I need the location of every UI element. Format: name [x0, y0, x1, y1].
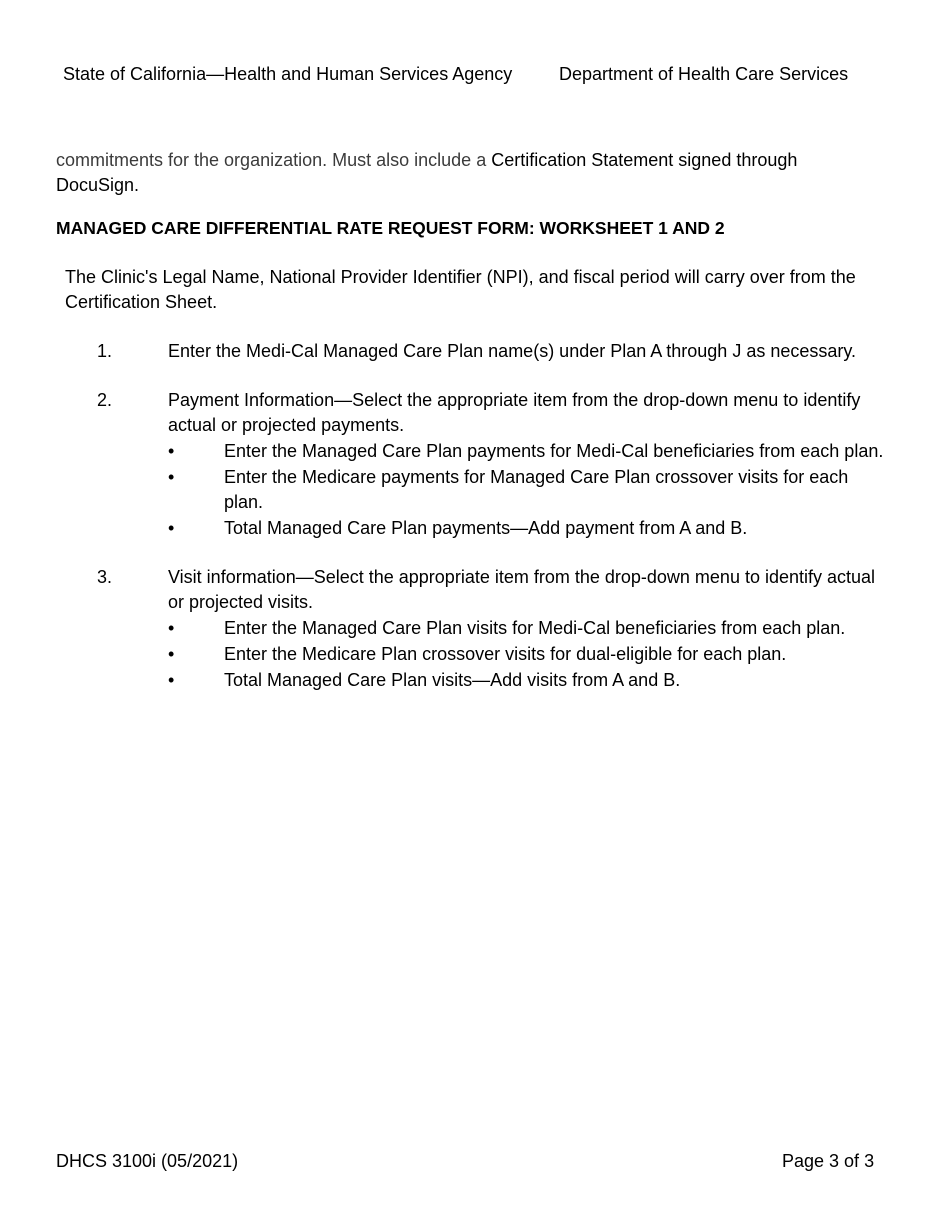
- step-text: Payment Information—Select the appropriate item from the drop-down menu to identify actual or projected payments.: [168, 390, 861, 435]
- bullet-icon: •: [168, 467, 175, 487]
- list-item: [168, 439, 884, 464]
- list-item: [168, 516, 884, 541]
- list-item: [168, 465, 884, 515]
- step-number: 2.: [97, 390, 113, 410]
- bullet-text: Total Managed Care Plan visits—Add visits from A and B.: [224, 670, 681, 690]
- step-1: [97, 339, 897, 364]
- step-3-bullets: [168, 616, 897, 693]
- bullet-text: Enter the Medicare Plan crossover visits for dual-eligible for each plan.: [224, 644, 787, 664]
- instruction-steps: [97, 339, 897, 693]
- step-2: [97, 388, 897, 541]
- bullet-text: Enter the Managed Care Plan payments for Medi-Cal beneficiaries from each plan.: [224, 441, 884, 461]
- bullet-text: Total Managed Care Plan payments—Add payment from A and B.: [224, 518, 748, 538]
- list-item: [168, 642, 884, 667]
- list-item: [168, 616, 884, 641]
- list-item: [168, 668, 884, 693]
- header-department: Department of Health Care Services: [559, 64, 849, 84]
- step-number: 1.: [97, 341, 113, 361]
- step-3: [97, 565, 897, 693]
- footer-form-id: DHCS 3100i (05/2021): [56, 1151, 239, 1171]
- bullet-icon: •: [168, 518, 175, 538]
- step-number: 3.: [97, 567, 113, 587]
- step-2-bullets: [168, 439, 897, 541]
- bullet-text: Enter the Managed Care Plan visits for Medi-Cal beneficiaries from each plan.: [224, 618, 846, 638]
- carry-over-paragraph: The Clinic's Legal Name, National Provider Identifier (NPI), and fiscal period will carry over from the Certification Sheet.: [65, 267, 856, 312]
- bullet-icon: •: [168, 618, 175, 638]
- bullet-icon: •: [168, 441, 175, 461]
- bullet-icon: •: [168, 644, 175, 664]
- step-text: Enter the Medi-Cal Managed Care Plan name(s) under Plan A through J as necessary.: [168, 341, 857, 361]
- section-heading: MANAGED CARE DIFFERENTIAL RATE REQUEST FORM: WORKSHEET 1 AND 2: [56, 218, 725, 238]
- intro-text-part2: Certification Statement signed through DocuSign.: [56, 150, 798, 195]
- header-agency: State of California—Health and Human Services Agency: [63, 64, 513, 84]
- bullet-text: Enter the Medicare payments for Managed Care Plan crossover visits for each plan.: [224, 467, 849, 512]
- intro-paragraph: [56, 148, 856, 198]
- bullet-icon: •: [168, 670, 175, 690]
- footer-page-number: Page 3 of 3: [782, 1151, 875, 1171]
- intro-text-part1: commitments for the organization. Must also include a: [56, 150, 492, 170]
- step-text: Visit information—Select the appropriate item from the drop-down menu to identify actual or projected visits.: [168, 567, 876, 612]
